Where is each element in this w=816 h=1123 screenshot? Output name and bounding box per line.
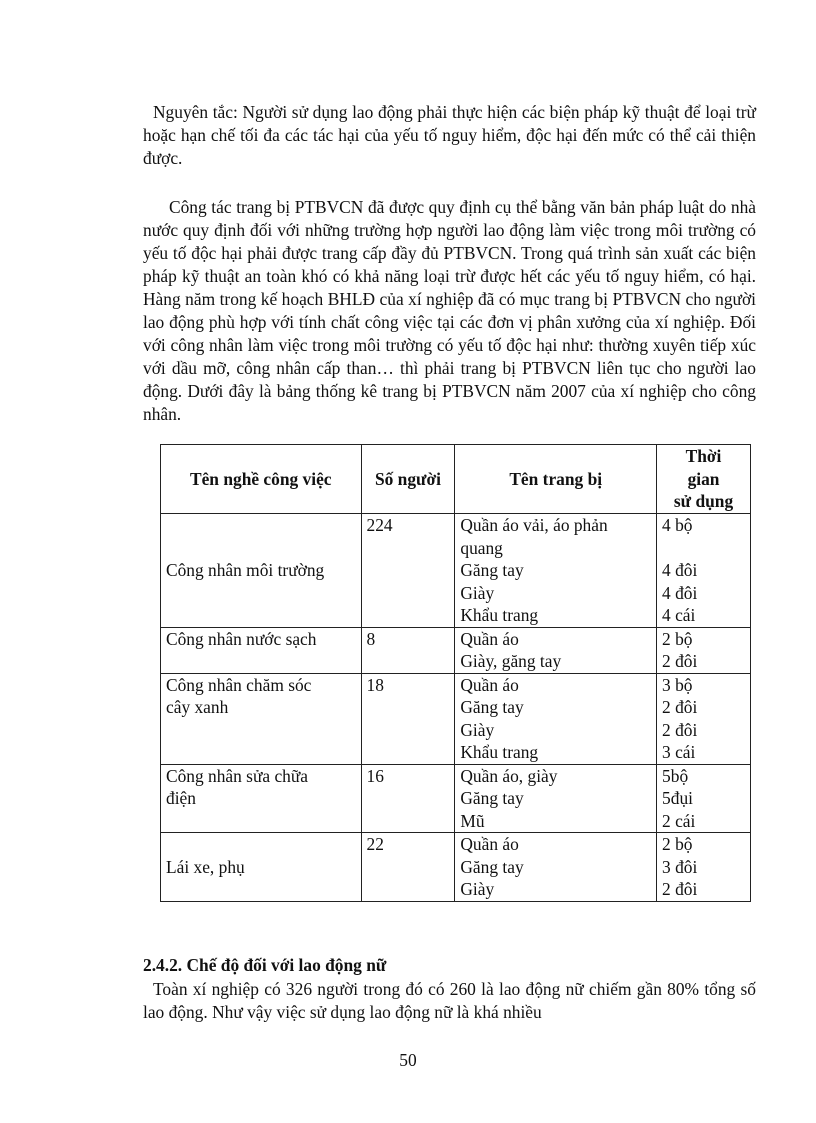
time-item: 4 đôi: [662, 582, 698, 603]
time-item: 4 bộ: [662, 515, 693, 535]
time-cell: [657, 514, 751, 628]
time-item: 2 bộ: [662, 628, 693, 649]
time-spacer: [662, 537, 745, 560]
paragraph-female-workers: Toàn xí nghiệp có 326 người trong đó có 260 là lao động nữ chiếm gần 80% tổng số lao động. Như vậy việc sử dụng lao động nữ là khá nhiều: [143, 979, 756, 1022]
page-number: 50: [399, 1050, 417, 1070]
time-item: 2 đôi: [662, 697, 698, 717]
job-name-line2: cây xanh: [166, 697, 229, 717]
equipment-item: Giày, găng tay: [460, 651, 562, 671]
equipment-cell: [455, 673, 657, 764]
equipment-item: Giày: [460, 582, 495, 603]
table-row: [161, 627, 751, 673]
paragraph-principle: Nguyên tắc: Người sử dụng lao động phải thực hiện các biện pháp kỹ thuật để loại trừ hoặc hạn chế tối đa các tác hại của yếu tố nguy hiểm, độc hại đến mức có thể cải thiện được.: [143, 102, 756, 168]
time-item: 2 bộ: [662, 834, 693, 854]
time-item: 2 cái: [662, 810, 696, 831]
table-row: [161, 514, 751, 628]
people-cell: 16: [361, 764, 455, 833]
job-cell: [161, 514, 362, 628]
section-heading: 2.4.2. Chế độ đối với lao động nữ: [143, 955, 387, 975]
time-item: 2 đôi: [662, 651, 698, 671]
time-item: 2 đôi: [662, 879, 698, 899]
time-cell: [657, 833, 751, 902]
paragraph-ppe-regulation: Công tác trang bị PTBVCN đã được quy định cụ thể bằng văn bản pháp luật do nhà nước quy định đối với những trường hợp người lao động làm việc trong môi trường có yếu tố độc hại phải được trang cấp đầy đủ PTBVCN. Trong quá trình sản xuất các biện pháp kỹ thuật an toàn khó có khả năng loại trừ được hết các yếu tố nguy hiểm, có hại. Hàng năm trong kế hoạch BHLĐ của xí nghiệp đã có mục trang bị PTBVCN cho người lao động phù hợp với tính chất công việc tại các đơn vị phân xưởng của xí nghiệp. Đối với công nhân làm việc trong môi trường có yếu tố độc hại như: thường xuyên tiếp xúc với dầu mỡ, công nhân cấp than… thì phải trang bị PTBVCN liên tục cho người lao động. Dưới đây là bảng thống kê trang bị PTBVCN năm 2007 của xí nghiệp cho công nhân.: [143, 197, 756, 424]
job-cell: Lái xe, phụ: [161, 833, 362, 902]
time-item: 3 đôi: [662, 856, 698, 877]
equipment-item: Găng tay: [460, 560, 524, 580]
time-cell: [657, 627, 751, 673]
ppe-equipment-table: [160, 444, 751, 902]
job-name: Công nhân môi trường: [166, 560, 325, 580]
equipment-cell: [455, 833, 657, 902]
equipment-item: Quần áo: [460, 674, 519, 695]
time-item: 3 bộ: [662, 674, 693, 695]
header-time-line3: sử dụng: [673, 491, 734, 512]
equipment-item: Khẩu trang: [460, 605, 539, 625]
equipment-item: [460, 514, 651, 537]
job-cell: [161, 764, 362, 833]
header-usage-time: [657, 445, 751, 514]
time-cell: [657, 673, 751, 764]
header-job: Tên nghề công việc: [161, 445, 362, 514]
time-item: 3 cái: [662, 742, 696, 762]
equipment-item: Giày: [460, 879, 495, 899]
equipment-cell: [455, 514, 657, 628]
header-people: Số người: [361, 445, 455, 514]
header-time-line1: Thời: [685, 446, 722, 467]
people-cell: 8: [361, 627, 455, 673]
table-row: [161, 673, 751, 764]
time-cell: [657, 764, 751, 833]
equipment-item-text: Quần áo vải, áo phản: [460, 515, 608, 535]
equipment-cell: [455, 627, 657, 673]
time-item: 2 đôi: [662, 719, 698, 740]
people-cell: 18: [361, 673, 455, 764]
equipment-item-cont: quang: [460, 537, 503, 558]
equipment-item: Găng tay: [460, 788, 524, 808]
header-equipment: Tên trang bị: [455, 445, 657, 514]
job-name-line1: Công nhân sửa chữa: [166, 765, 309, 786]
job-cell: Công nhân nước sạch: [161, 627, 362, 673]
equipment-item: Quần áo: [460, 834, 519, 854]
job-name-line2: điện: [166, 788, 196, 808]
time-item: 4 đôi: [662, 560, 698, 580]
people-cell: 224: [361, 514, 455, 628]
equipment-item: Quần áo: [460, 628, 519, 649]
job-name-line1: Công nhân chăm sóc: [166, 674, 312, 695]
equipment-cell: [455, 764, 657, 833]
equipment-item: Găng tay: [460, 856, 524, 877]
header-time-line2: gian: [687, 468, 720, 489]
time-item: 5bộ: [662, 765, 689, 786]
time-item: 4 cái: [662, 605, 696, 625]
equipment-item: Mũ: [460, 810, 485, 831]
people-cell: 22: [361, 833, 455, 902]
equipment-item: Găng tay: [460, 697, 524, 717]
table-header-row: [161, 445, 751, 514]
equipment-item: Quần áo, giày: [460, 765, 558, 786]
job-cell: [161, 673, 362, 764]
time-item: 5đụi: [662, 788, 693, 808]
table-row: [161, 764, 751, 833]
table-row: [161, 833, 751, 902]
equipment-item: Giày: [460, 719, 495, 740]
equipment-item: Khẩu trang: [460, 742, 539, 762]
